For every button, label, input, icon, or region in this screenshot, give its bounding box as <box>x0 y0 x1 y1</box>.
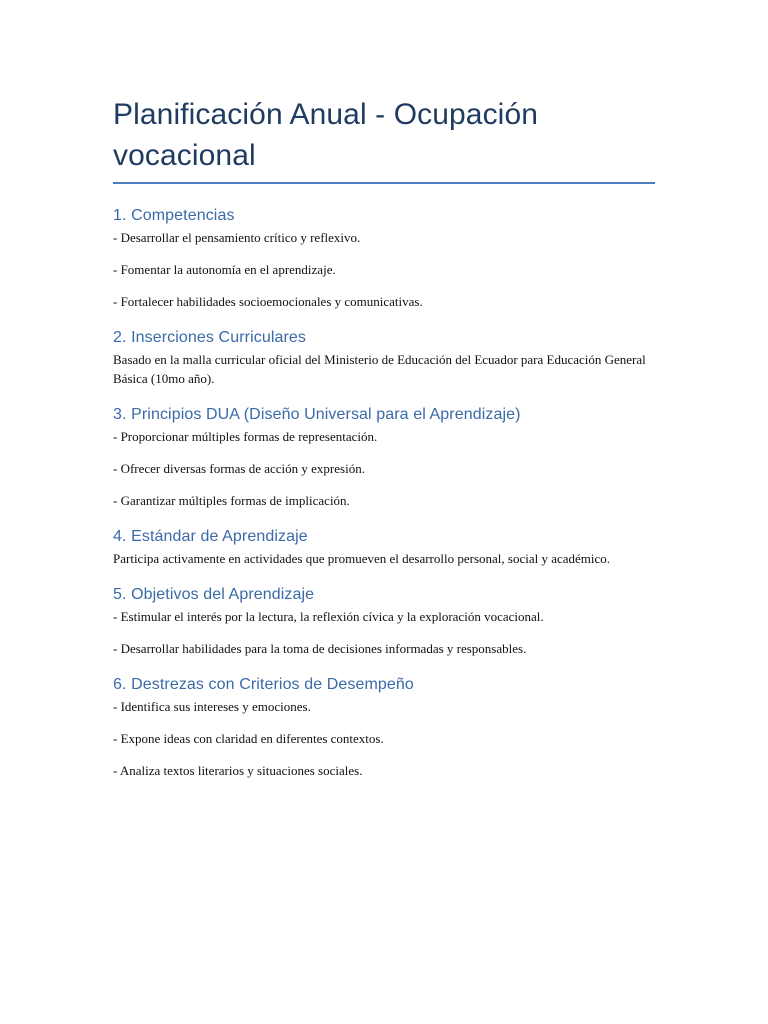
section-line: - Garantizar múltiples formas de implicación. <box>113 493 350 508</box>
section-line: - Desarrollar habilidades para la toma de decisiones informadas y responsables. <box>113 641 527 656</box>
document-title: Planificación Anual - Ocupación vocacional <box>113 98 539 172</box>
section-line: - Fortalecer habilidades socioemocionales y comunicativas. <box>113 294 423 309</box>
section-heading: 3. Principios DUA (Diseño Universal para el Aprendizaje) <box>113 406 521 423</box>
section-line: - Identifica sus intereses y emociones. <box>113 699 311 714</box>
section-heading: 2. Inserciones Curriculares <box>113 329 306 346</box>
section-line: - Desarrollar el pensamiento crítico y reflexivo. <box>113 230 361 245</box>
section-inserciones-curriculares <box>113 328 655 388</box>
document-page <box>113 94 655 797</box>
section-line: - Expone ideas con claridad en diferentes contextos. <box>113 731 384 746</box>
section-line: - Estimular el interés por la lectura, la reflexión cívica y la exploración vocacional. <box>113 609 544 624</box>
section-line: - Fomentar la autonomía en el aprendizaje. <box>113 262 336 277</box>
section-objetivos-aprendizaje <box>113 585 655 658</box>
title-divider <box>113 182 655 184</box>
section-heading: 5. Objetivos del Aprendizaje <box>113 586 315 603</box>
section-principios-dua <box>113 405 655 510</box>
section-heading: 4. Estándar de Aprendizaje <box>113 528 308 545</box>
section-competencias <box>113 206 655 311</box>
section-paragraph: Participa activamente en actividades que promueven el desarrollo personal, social y académico. <box>113 551 611 566</box>
section-line: - Ofrecer diversas formas de acción y expresión. <box>113 461 365 476</box>
section-heading: 1. Competencias <box>113 207 235 224</box>
section-destrezas-criterios <box>113 675 655 780</box>
section-line: - Proporcionar múltiples formas de representación. <box>113 429 378 444</box>
section-line: - Analiza textos literarios y situaciones sociales. <box>113 763 363 778</box>
section-estandar-aprendizaje <box>113 527 655 568</box>
section-paragraph: Basado en la malla curricular oficial del Ministerio de Educación del Ecuador para Educación General Básica (10mo año). <box>113 352 646 386</box>
section-heading: 6. Destrezas con Criterios de Desempeño <box>113 676 414 693</box>
